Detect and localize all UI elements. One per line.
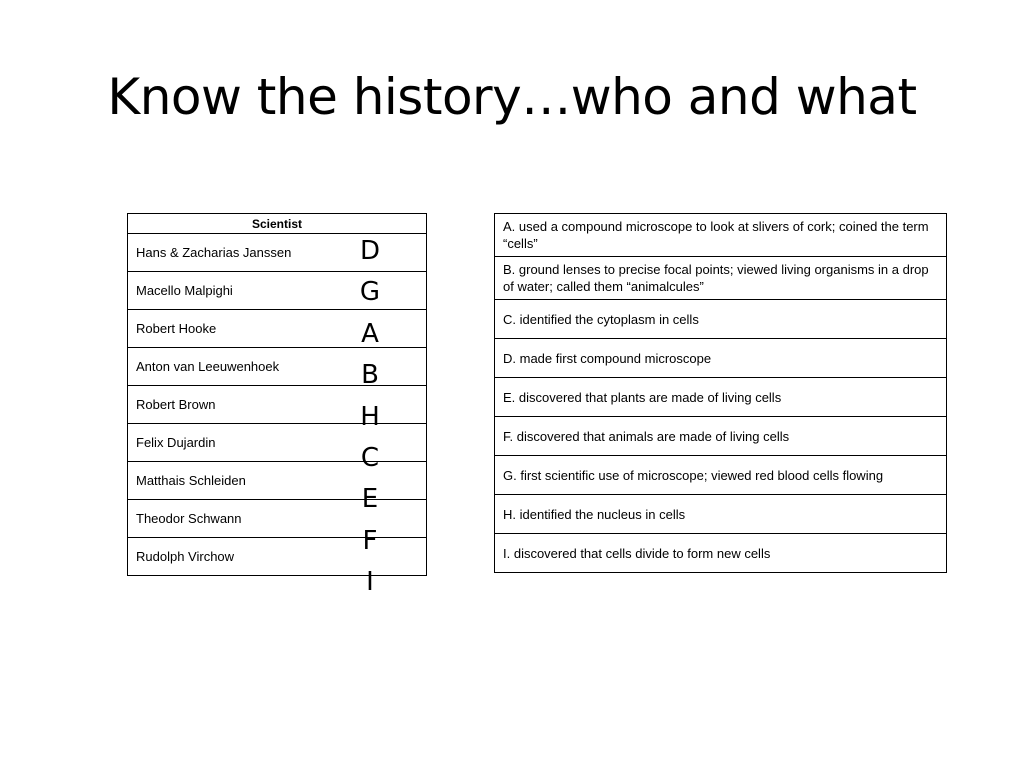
table-row bbox=[495, 456, 947, 495]
table-row bbox=[495, 300, 947, 339]
table-row bbox=[495, 214, 947, 257]
slide-title: Know the history…who and what bbox=[107, 68, 917, 126]
discovery-cell: F. discovered that animals are made of living cells bbox=[495, 417, 947, 456]
table-row bbox=[495, 495, 947, 534]
discovery-cell: A. used a compound microscope to look at slivers of cork; coined the term “cells” bbox=[495, 214, 947, 257]
scientist-cell: Macello Malpighi bbox=[128, 272, 427, 310]
scientist-cell: Matthais Schleiden bbox=[128, 462, 427, 500]
discovery-cell: E. discovered that plants are made of living cells bbox=[495, 378, 947, 417]
scientist-cell: Theodor Schwann bbox=[128, 500, 427, 538]
answer-letter: C bbox=[360, 442, 380, 473]
table-row bbox=[495, 339, 947, 378]
scientist-cell: Anton van Leeuwenhoek bbox=[128, 348, 427, 386]
scientist-cell: Felix Dujardin bbox=[128, 424, 427, 462]
discovery-cell: G. first scientific use of microscope; viewed red blood cells flowing bbox=[495, 456, 947, 495]
discovery-cell: D. made first compound microscope bbox=[495, 339, 947, 378]
discovery-table bbox=[494, 213, 947, 573]
answer-letter: G bbox=[359, 277, 381, 308]
scientist-cell: Rudolph Virchow bbox=[128, 538, 427, 576]
answer-letter: H bbox=[360, 401, 380, 432]
table-row bbox=[495, 378, 947, 417]
answer-letters bbox=[352, 231, 388, 604]
scientist-cell: Hans & Zacharias Janssen bbox=[128, 234, 427, 272]
scientist-cell: Robert Hooke bbox=[128, 310, 427, 348]
answer-letter: E bbox=[361, 484, 379, 515]
scientist-header: Scientist bbox=[128, 214, 427, 234]
table-row bbox=[495, 534, 947, 573]
discovery-cell: I. discovered that cells divide to form new cells bbox=[495, 534, 947, 573]
discovery-cell: B. ground lenses to precise focal points; viewed living organisms in a drop of water; called them “animalcules” bbox=[495, 257, 947, 300]
answer-letter: A bbox=[361, 318, 379, 349]
answer-letter: D bbox=[359, 236, 381, 266]
discovery-cell: C. identified the cytoplasm in cells bbox=[495, 300, 947, 339]
answer-letter: B bbox=[361, 360, 379, 391]
scientist-cell: Robert Brown bbox=[128, 386, 427, 424]
discovery-cell: H. identified the nucleus in cells bbox=[495, 495, 947, 534]
table-row bbox=[495, 257, 947, 300]
answer-letter: F bbox=[362, 525, 378, 556]
answer-letter: I bbox=[366, 567, 374, 598]
table-row bbox=[495, 417, 947, 456]
